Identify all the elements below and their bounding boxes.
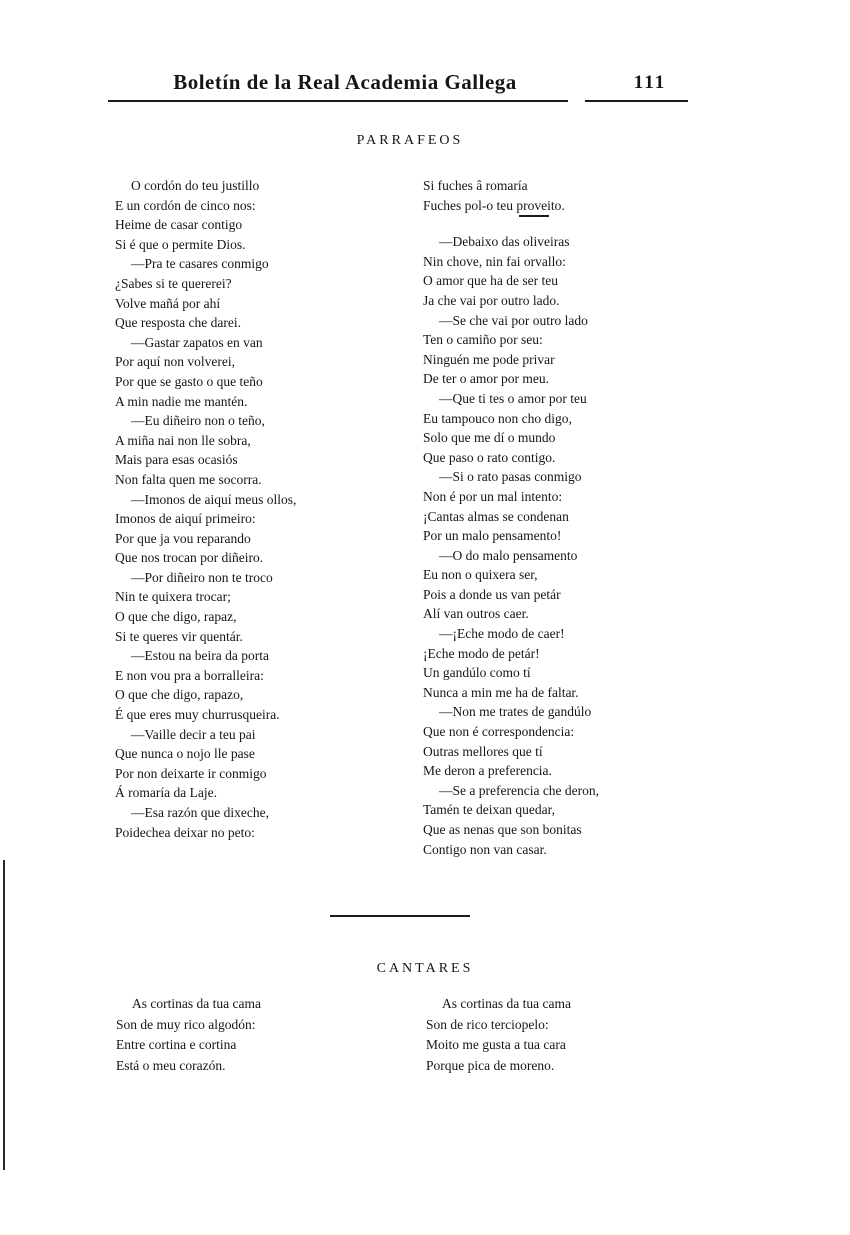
verse-line: Non falta quen me socorra. — [115, 471, 262, 487]
verse-line: —Que ti tes o amor por teu — [439, 390, 587, 406]
parrafeos-left-column — [115, 176, 395, 842]
verse-line: ¿Sabes si te quererei? — [115, 275, 232, 291]
verse-line: Que as nenas que son bonitas — [423, 822, 582, 837]
verse-line: Que nunca o nojo lle pase — [115, 746, 255, 762]
verse-line: Heime de casar contigo — [115, 217, 243, 233]
verse-line: Ten o camiño por seu: — [423, 332, 543, 348]
verse-line: Si fuches â romaría — [423, 178, 528, 193]
verse-line: —Se che vai por outro lado — [439, 312, 588, 328]
verse-line: Ja che vai por outro lado. — [423, 292, 560, 308]
cantares-left-column — [116, 994, 396, 1076]
verse-line: Moito me gusta a tua cara — [426, 1037, 566, 1052]
parrafeos-right-column — [423, 176, 723, 859]
verse-line: Eu non o quixera ser, — [423, 567, 538, 583]
verse-line: Tamén te deixan quedar, — [423, 802, 555, 818]
verse-line: Que nos trocan por diñeiro. — [115, 550, 264, 566]
running-header-title: Boletín de la Real Academia Gallega — [173, 70, 517, 94]
verse-line: Por que ja vou reparando — [115, 530, 251, 546]
page-number: 111 — [633, 72, 667, 93]
verse-line: ¡Eche modo de petár! — [423, 645, 540, 661]
verse-line: As cortinas da tua cama — [132, 996, 261, 1011]
header-rule-right — [585, 100, 688, 102]
verse-line: Si é que o permite Dios. — [115, 236, 246, 252]
verse-line: —O do malo pensamento — [439, 547, 578, 563]
section-divider — [423, 215, 723, 232]
verse-line: Me deron a preferencia. — [423, 763, 552, 779]
scan-edge-mark — [3, 860, 5, 1170]
verse-line: O que che digo, rapazo, — [115, 687, 244, 703]
verse-line: Non é por un mal intento: — [423, 488, 563, 504]
verse-line: E non vou pra a borralleira: — [115, 667, 264, 683]
verse-line: —Eu diñeiro non o teño, — [131, 413, 265, 429]
verse-line: Un gandúlo como tí — [423, 665, 531, 681]
verse-line: Entre cortina e cortina — [116, 1037, 237, 1052]
verse-line: Mais para esas ocasiós — [115, 452, 238, 468]
verse-line: O amor que ha de ser teu — [423, 273, 558, 289]
header-rule — [108, 100, 568, 102]
section-separator-rule — [330, 915, 470, 917]
verse-line: Fuches pol-o teu proveito. — [423, 197, 565, 213]
verse-line: —Gastar zapatos en van — [131, 334, 263, 350]
verse-line: Poidechea deixar no peto: — [115, 824, 255, 840]
verse-line: Porque pica de moreno. — [426, 1057, 555, 1073]
verse-line: Á romaría da Laje. — [115, 785, 217, 801]
verse-line: Son de rico terciopelo: — [426, 1016, 549, 1032]
verse-line: Solo que me dí o mundo — [423, 430, 556, 446]
verse-line: Por aquí non volverei, — [115, 354, 235, 370]
verse-line: Que non é correspondencia: — [423, 724, 575, 740]
verse-line: —Non me trates de gandúlo — [439, 704, 592, 720]
verse-line: Ninguén me pode privar — [423, 351, 555, 367]
verse-line: Imonos de aiquí primeiro: — [115, 511, 256, 527]
verse-line: Por un malo pensamento! — [423, 528, 562, 544]
verse-line: De ter o amor por meu. — [423, 371, 549, 387]
verse-line: É que eres muy churrusqueira. — [115, 707, 280, 723]
verse-line: —Si o rato pasas conmigo — [439, 469, 582, 485]
section-title-parrafeos: PARRAFEOS — [356, 133, 464, 148]
verse-line: Eu tampouco non cho digo, — [423, 410, 572, 426]
verse-line: Por que se gasto o que teño — [115, 373, 263, 389]
verse-line: —Estou na beira da porta — [131, 648, 269, 664]
verse-line: E un cordón de cinco nos: — [115, 197, 256, 213]
verse-line: Por non deixarte ir conmigo — [115, 765, 267, 781]
verse-line: —Vaille decir a teu pai — [131, 726, 256, 742]
verse-line: A min nadie me mantén. — [115, 393, 248, 409]
verse-line: Pois a donde us van petár — [423, 586, 561, 602]
verse-line: Nin te quixera trocar; — [115, 589, 231, 605]
verse-line: —Debaixo das oliveiras — [439, 234, 570, 250]
verse-line: Si te queres vir quentár. — [115, 628, 243, 644]
verse-line: —Esa razón que dixeche, — [131, 805, 269, 820]
verse-line: Contigo non van casar. — [423, 841, 547, 857]
verse-line: A miña nai non lle sobra, — [115, 432, 251, 448]
verse-line: —Se a preferencia che deron, — [439, 782, 600, 798]
verse-line: Que paso o rato contigo. — [423, 449, 556, 465]
cantares-right-column — [426, 994, 706, 1076]
verse-line: ¡Cantas almas se condenan — [423, 508, 569, 524]
verse-line: O cordón do teu justillo — [131, 178, 260, 193]
verse-line: Que resposta che darei. — [115, 315, 241, 331]
verse-line: O que che digo, rapaz, — [115, 609, 237, 625]
verse-line: Alí van outros caer. — [423, 606, 529, 622]
verse-line: —Imonos de aiquí meus ollos, — [131, 491, 297, 507]
verse-line: Nunca a min me ha de faltar. — [423, 684, 579, 700]
section-title-cantares: CANTARES — [376, 961, 474, 976]
verse-line: —Por diñeiro non te troco — [131, 569, 273, 585]
verse-line: As cortinas da tua cama — [442, 996, 571, 1011]
divider-rule — [519, 215, 549, 217]
verse-line: —Pra te casares conmigo — [131, 256, 269, 272]
verse-line: Volve mañá por ahí — [115, 295, 221, 311]
verse-line: —¡Eche modo de caer! — [439, 626, 565, 642]
verse-line: Son de muy rico algodón: — [116, 1016, 256, 1032]
verse-line: Nin chove, nin fai orvallo: — [423, 253, 566, 269]
verse-line: Está o meu corazón. — [116, 1057, 226, 1073]
verse-line: Outras mellores que tí — [423, 743, 543, 759]
